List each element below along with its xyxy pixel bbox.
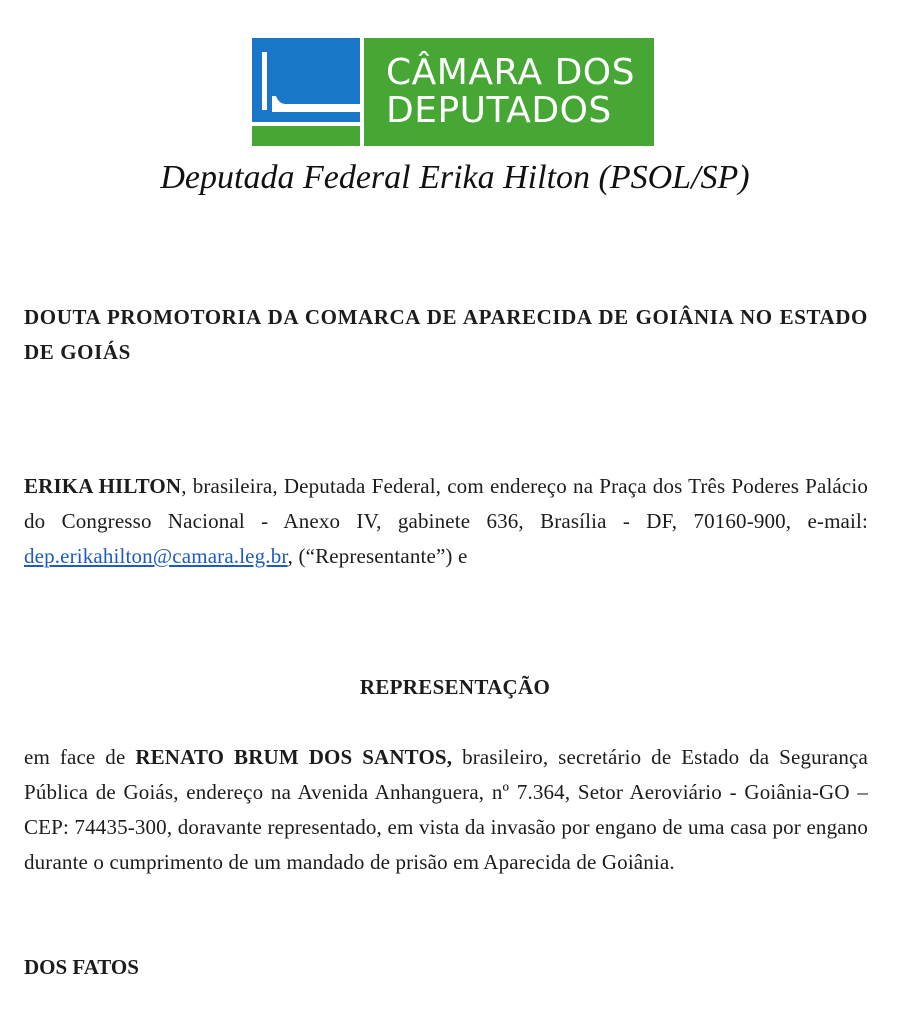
camara-building-icon — [252, 38, 360, 146]
camara-logo — [252, 38, 654, 146]
represented-paragraph — [24, 740, 868, 880]
representative-suffix: , (“Representante”) e — [287, 544, 468, 568]
facts-heading: DOS FATOS — [24, 955, 139, 979]
camara-logo-text — [364, 38, 654, 146]
logo-line-2: DEPUTADOS — [386, 90, 612, 131]
email-link[interactable]: dep.erikahilton@camara.leg.br — [24, 544, 288, 568]
section-title: REPRESENTAÇÃO — [359, 675, 551, 699]
representative-details: , brasileira, Deputada Federal, com endereço na Praça dos Três Poderes Palácio do Congresso Nacional - Anexo IV, gabinete 636, Brasília - DF, 70160-900, e-mail: — [24, 474, 869, 533]
deputy-heading: Deputada Federal Erika Hilton (PSOL/SP) — [160, 159, 750, 196]
represented-name: RENATO BRUM DOS SANTOS, — [135, 745, 453, 769]
represented-prefix: em face de — [24, 745, 136, 769]
representative-name: ERIKA HILTON — [24, 474, 182, 498]
logo-line-1: CÂMARA DOS — [386, 52, 635, 93]
representative-paragraph — [24, 469, 868, 574]
represented-details: brasileiro, secretário de Estado da Segurança Pública de Goiás, endereço na Avenida Anhanguera, nº 7.364, Setor Aeroviário - Goiânia-GO – CEP: 74435-300, doravante representado, em vista da invasão por engano de uma casa por engano durante o cumprimento de um mandado de prisão em Aparecida de Goiânia. — [24, 745, 868, 874]
addressee: DOUTA PROMOTORIA DA COMARCA DE APARECIDA DE GOIÂNIA NO ESTADO DE GOIÁS — [24, 305, 868, 364]
